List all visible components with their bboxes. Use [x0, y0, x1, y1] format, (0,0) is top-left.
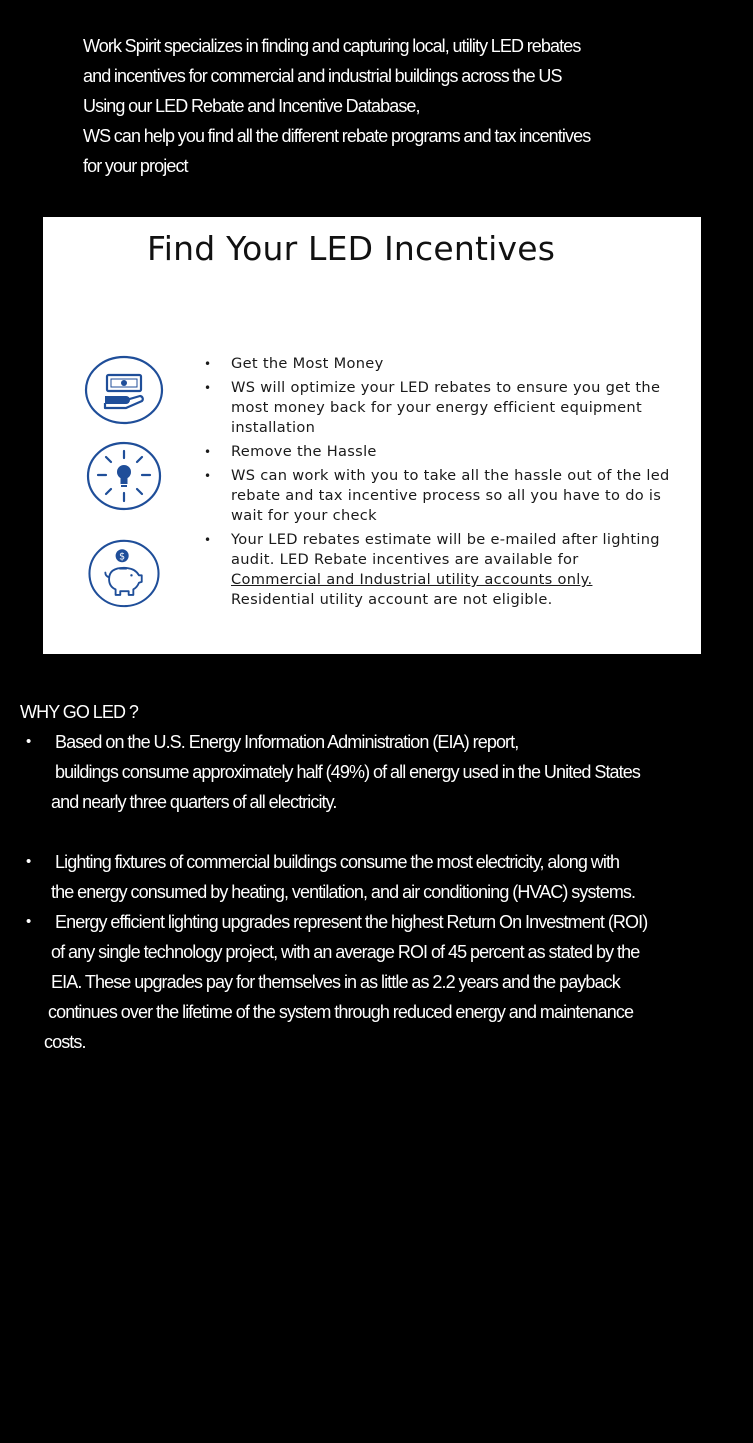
- bullet-dot: •: [26, 733, 31, 750]
- why-go-led-section: [20, 697, 740, 1057]
- intro-line: for your project: [83, 156, 188, 176]
- bullet-remove-hassle-heading: • Remove the Hassle: [203, 442, 673, 462]
- why-p1-line: buildings consume approximately half (49%) of all energy used in the United States: [55, 762, 640, 782]
- why-p2-line-text: Lighting fixtures of commercial buildings consume the most electricity, along with: [55, 852, 620, 872]
- money-hand-icon: [84, 355, 164, 425]
- why-p3-line: [20, 907, 740, 937]
- bullet-dot: •: [26, 853, 31, 870]
- why-heading: WHY GO LED ?: [20, 702, 139, 722]
- card-title: Find Your LED Incentives: [147, 229, 556, 268]
- intro-line: WS can help you find all the different rebate programs and tax incentives: [83, 126, 591, 146]
- intro-text: [83, 31, 723, 181]
- bullet-estimate-text: [203, 530, 673, 610]
- led-incentives-card: [43, 217, 701, 654]
- why-p1-line-text: Based on the U.S. Energy Information Administration (EIA) report,: [55, 732, 519, 752]
- intro-line: Using our LED Rebate and Incentive Database,: [83, 96, 420, 116]
- why-p3-line-text: Energy efficient lighting upgrades represent the highest Return On Investment (ROI): [55, 912, 648, 932]
- svg-text:$: $: [119, 551, 126, 563]
- bullet-most-money-text: • WS will optimize your LED rebates to ensure you get the most money back for your energy efficient equipment installation: [203, 378, 673, 438]
- commercial-industrial-note: Commercial and Industrial utility accounts only.: [231, 571, 593, 588]
- bullet-remove-hassle-text: • WS can work with you to take all the hassle out of the led rebate and tax incentive process so all you have to do is wait for your check: [203, 466, 673, 526]
- why-p2-line: the energy consumed by heating, ventilation, and air conditioning (HVAC) systems.: [51, 882, 636, 902]
- piggy-bank-icon: [84, 538, 164, 608]
- estimate-text-post: Residential utility account are not eligible.: [231, 591, 553, 608]
- lightbulb-icon: [84, 441, 164, 511]
- bullet-most-money-heading: • Get the Most Money: [203, 354, 673, 374]
- estimate-text-pre: Your LED rebates estimate will be e-mailed after lighting audit. LED Rebate incentives are available for: [231, 531, 660, 568]
- bullet-dot: •: [26, 913, 31, 930]
- intro-line: and incentives for commercial and industrial buildings across the US: [83, 66, 562, 86]
- why-p3-line: of any single technology project, with an average ROI of 45 percent as stated by the: [51, 942, 640, 962]
- spacer: [20, 817, 740, 847]
- why-p1-line: and nearly three quarters of all electricity.: [51, 792, 337, 812]
- intro-line: Work Spirit specializes in finding and capturing local, utility LED rebates: [83, 36, 581, 56]
- incentive-bullets: [203, 354, 673, 614]
- why-p1-line: [20, 727, 740, 757]
- why-p3-line: costs.: [44, 1032, 86, 1052]
- why-p2-line: [20, 847, 740, 877]
- why-p3-line: continues over the lifetime of the system through reduced energy and maintenance: [48, 1002, 634, 1022]
- why-p3-line: EIA. These upgrades pay for themselves in as little as 2.2 years and the payback: [51, 972, 620, 992]
